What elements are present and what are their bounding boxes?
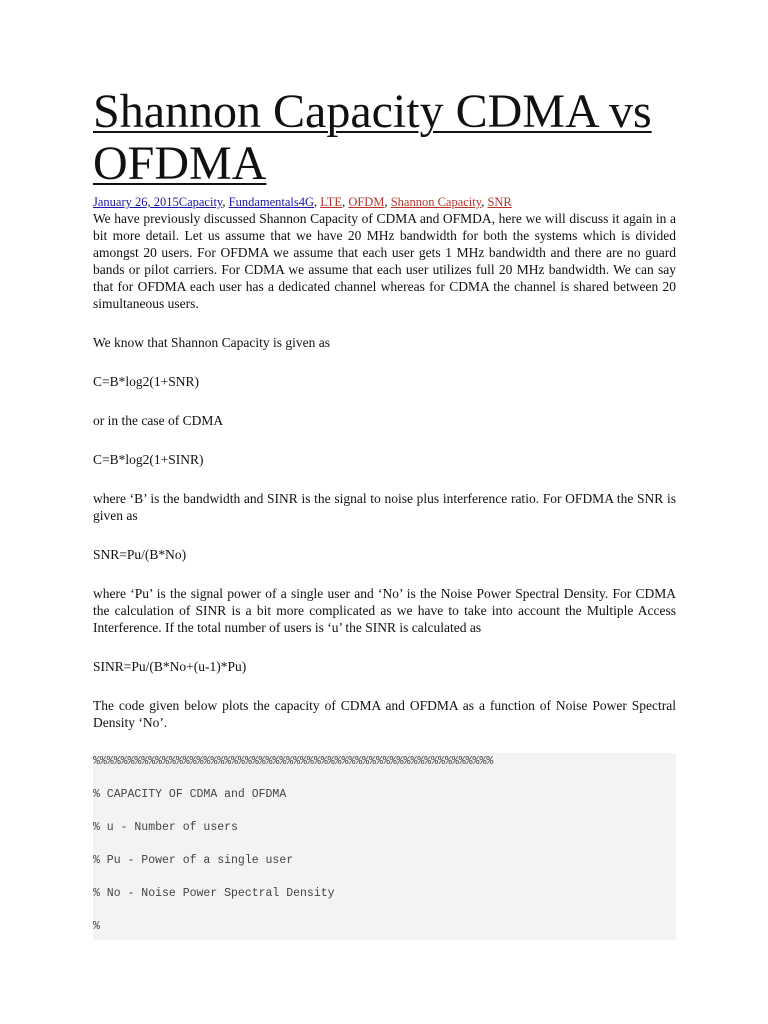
meta-separator: ,: [384, 195, 391, 209]
code-line: % u - Number of users: [93, 821, 238, 834]
tag-link-ofdm[interactable]: OFDM: [348, 195, 385, 209]
paragraph: or in the case of CDMA: [93, 413, 224, 428]
code-line: % CAPACITY OF CDMA and OFDMA: [93, 788, 287, 801]
code-line: %%%%%%%%%%%%%%%%%%%%%%%%%%%%%%%%%%%%%%%%%%%%%%%%%%%%%%%%%%: [93, 755, 494, 768]
tag-link-lte[interactable]: LTE: [320, 195, 343, 209]
equation-sinr: SINR=Pu/(B*No+(u-1)*Pu): [93, 659, 247, 674]
tag-link-snr[interactable]: SNR: [487, 195, 512, 209]
equation-snr: SNR=Pu/(B*No): [93, 547, 187, 562]
code-line: % No - Noise Power Spectral Density: [93, 887, 335, 900]
code-line: %: [93, 920, 100, 933]
paragraph: The code given below plots the capacity of CDMA and OFDMA as a function of Noise Power Spectral Density ‘No’.: [93, 698, 676, 730]
meta-separator: ,: [481, 195, 488, 209]
meta-separator: ,: [342, 195, 349, 209]
post-meta: [93, 195, 676, 210]
category-link-fundamentals4g[interactable]: Fundamentals4G: [228, 195, 315, 209]
paragraph: where ‘B’ is the bandwidth and SINR is the signal to noise plus interference ratio. For OFDMA the SNR is given as: [93, 491, 676, 523]
paragraph: where ‘Pu’ is the signal power of a single user and ‘No’ is the Noise Power Spectral Density. For CDMA the calculation of SINR is a bit more complicated as we have to take into account the Multiple Access Interference. If the total number of users is ‘u’ the SINR is calculated as: [93, 586, 676, 635]
intro-paragraph: We have previously discussed Shannon Capacity of CDMA and OFMDA, here we will discuss it again in a bit more detail. Let us assume that we have 20 MHz bandwidth for both the systems which is divided amongst 20 users. For OFDMA we assume that each user gets 1 MHz bandwidth and there are no guard bands or pilot carriers. For CDMA we assume that each user utilizes full 20 MHz bandwidth. We can say that for OFDMA each user has a dedicated channel whereas for CDMA the channel is shared between 20 simultaneous users.: [93, 211, 676, 311]
equation-capacity-cdma: C=B*log2(1+SINR): [93, 452, 204, 467]
meta-separator: ,: [314, 195, 321, 209]
article: [93, 86, 676, 940]
equation-capacity: C=B*log2(1+SNR): [93, 374, 199, 389]
tag-link-shannon-capacity[interactable]: Shannon Capacity: [390, 195, 482, 209]
category-link-capacity[interactable]: Capacity: [178, 195, 223, 209]
code-line: % Pu - Power of a single user: [93, 854, 294, 867]
paragraph: We know that Shannon Capacity is given as: [93, 335, 330, 350]
article-title: [93, 86, 676, 190]
meta-separator: ,: [222, 195, 229, 209]
article-title-link[interactable]: Shannon Capacity CDMA vs OFDMA: [93, 85, 652, 190]
post-date-link[interactable]: January 26, 2015: [93, 195, 179, 209]
code-block: [93, 753, 676, 940]
